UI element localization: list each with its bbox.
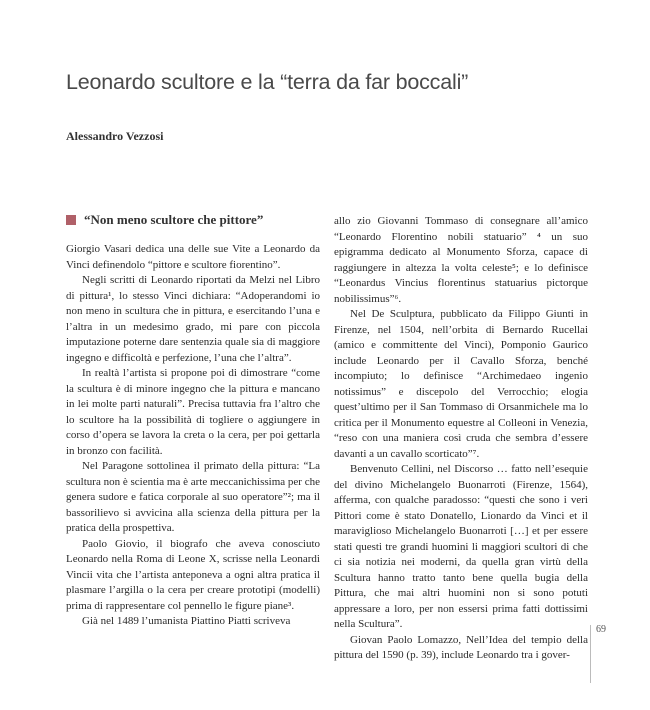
paragraph: In realtà l’artista si propone poi di dimostrare “come la scultura è di minore ingegno che la pittura e mancano in lei molte parti naturali”. Precisa tuttavia fra l’altro che lo scultore ha la possibilità di togliere o aggiungere in corso d’opera se lavora la creta o la cera, per poi gettarla in bronzo con facilità. xyxy=(66,367,320,457)
paragraph: Giorgio Vasari dedica una delle sue Vite a Leonardo da Vinci definendolo “pittore e scultore fiorentino”. xyxy=(66,243,320,271)
paragraph: Nel De Sculptura, pubblicato da Filippo Giunti in Firenze, nel 1504, nell’orbita di Bernardo Rucellai (amico e committente del Vinci), Pomponio Gaurico include Leonardo per il Cavallo Sforza, benché incompiuto; lo definisce “Archimedaeo ingenio notissimus” e discepolo del Verrocchio; elogia quest’ultimo per il San Tommaso di Orsanmichele ma lo critica per il Monumento equestre al Colleoni in Venezia, “reso con una maniera così cruda che sembra d’essere davanti a un cavallo scorticato”⁷. xyxy=(334,308,588,460)
article-title: Leonardo scultore e la “terra da far boccali” xyxy=(66,70,469,94)
section-bullet-icon xyxy=(66,215,76,225)
paragraph: Già nel 1489 l’umanista Piattino Piatti scriveva xyxy=(82,615,291,627)
paragraph: Paolo Giovio, il biografo che aveva conosciuto Leonardo nella Roma di Leone X, scrisse nella Leonardi Vincii vita che l’artista anteponeva a ogni altra pratica il plasmare l’argilla o la cera per creare prototipi (modelli) prima di rappresentare col pennello le figure piane³. xyxy=(66,537,320,612)
section-heading xyxy=(66,212,320,228)
paragraph: Negli scritti di Leonardo riportati da Melzi nel Libro di pittura¹, lo stesso Vinci dichiara: “Adoperandomi io non meno in scultura che in pittura, e esercitando l’una e l’altra in un medesimo grado, mi pare con piccola imputazione poterne dare sentenzia quale sia di maggiore ingegno e difficoltà e perfezione, l’una che l’altra”. xyxy=(66,274,320,364)
page-number-rule xyxy=(590,625,591,683)
section-heading-text: “Non meno scultore che pittore” xyxy=(84,212,264,227)
paragraph: allo zio Giovanni Tommaso di consegnare all’amico “Leonardo Florentino nobili statuario” ⁴ un suo epigramma dedicato al Monumento Sforza, capace di raggiungere in altezza la volta celeste⁵; e lo definisce “Leonardus Vincius florentinus statuarius pictorque nobilissimus”⁶. xyxy=(334,215,588,305)
left-column xyxy=(66,212,320,630)
paragraph: Benvenuto Cellini, nel Discorso … fatto nell’esequie del divino Michelangelo Buonarroti (Firenze, 1564), afferma, con qualche paradosso: “questi che sono i veri Pittori come è stato Donatello, Lionardo da Vinci et il maraviglioso Michelangelo Buonarroti […] et per essere stati questi tre grandi huomini li maggiori scultori di che ci sia notizia nei moderni, da quella gran virtù della Scultura hanno tratto tanto bene quella bugia della Pittura, che mai altri huomini non si sono potuti appressare a loro, per non essersi prima fatti dottissimi nella Scultura”. xyxy=(334,463,588,630)
page-number: 69 xyxy=(596,624,606,635)
author-name: Alessandro Vezzosi xyxy=(66,129,164,143)
paragraph: Giovan Paolo Lomazzo, Nell’Idea del tempio della pittura del 1590 (p. 39), include Leonardo tra i gover- xyxy=(334,633,588,661)
paragraph: Nel Paragone sottolinea il primato della pittura: “La scultura non è scientia ma è arte meccanichissima per che genera sudore e fatica corporale al suo operatore”²; ma il bassorilievo si avvicina alla scienza della pittura per la pratica della prospettiva. xyxy=(66,460,320,534)
right-column xyxy=(334,214,588,664)
